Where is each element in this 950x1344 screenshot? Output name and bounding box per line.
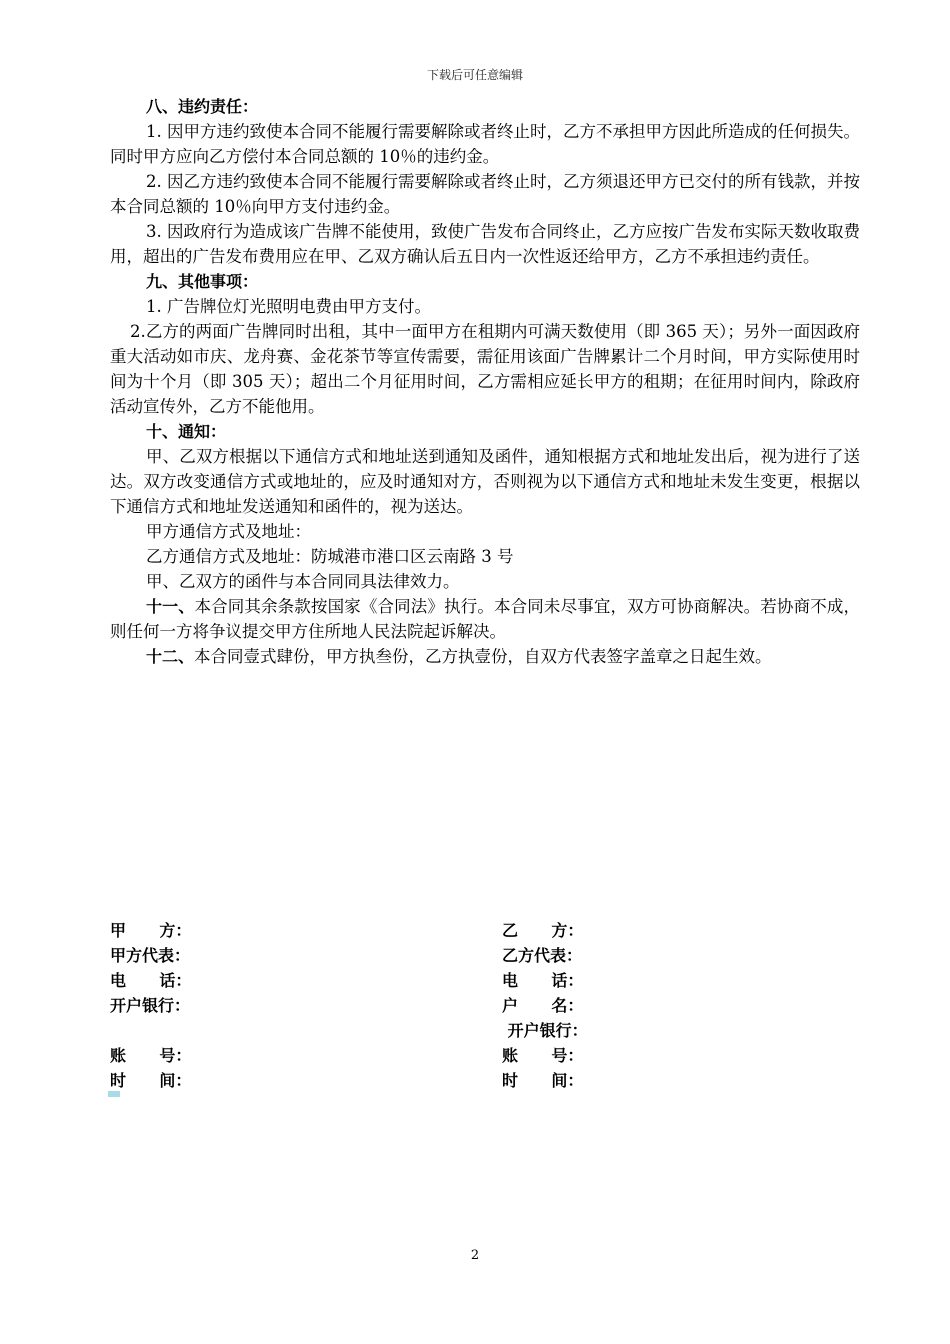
sig-b-representative: 乙方代表： [502, 946, 583, 965]
sig-a-date: 时 间： [110, 1071, 192, 1090]
signature-block-party-a [110, 918, 191, 1093]
sig-a-blank [110, 1018, 191, 1043]
section-8-heading: 八、违约责任： [146, 97, 259, 116]
sig-b-date: 时 间： [502, 1071, 584, 1090]
page-number: 2 [470, 1248, 480, 1263]
section-10-paragraph-4: 甲、乙双方的函件与本合同同具法律效力。 [146, 572, 460, 591]
section-10-party-b-address: 乙方通信方式及地址：防城港市港口区云南路 3 号 [146, 547, 514, 566]
sig-b-bank: 开户银行： [502, 1021, 588, 1040]
section-9-paragraph-2: 2.乙方的两面广告牌同时出租，其中一面甲方在租期内可满天数使用（即 365 天）；另外一面因政府重大活动如市庆、龙舟赛、金花茶节等宣传需要，需征用该面广告牌累计二个月时间，甲方实际使用时间为十个月（即 305 天）；超出二个月征用时间，乙方需相应延长甲方的租期；在征用时间内，除政府活动宣传外，乙方不能他用。 [110, 322, 860, 416]
text-cursor-highlight [108, 1091, 120, 1097]
section-11-lead: 十一、 [146, 597, 195, 616]
section-8-paragraph-3: 3. 因政府行为造成该广告牌不能使用，致使广告发布合同终止，乙方应按广告发布实际天数收取费用，超出的广告发布费用应在甲、乙双方确认后五日内一次性返还给甲方，乙方不承担违约责任。 [110, 222, 860, 266]
section-11-paragraph [110, 594, 860, 644]
section-12-lead: 十二、 [146, 647, 195, 666]
section-9-heading: 九、其他事项： [146, 272, 259, 291]
sig-a-party: 甲 方： [110, 921, 192, 940]
section-11-text: 本合同其余条款按国家《合同法》执行。本合同未尽事宜，双方可协商解决。若协商不成，则任何一方将争议提交甲方住所地人民法院起诉解决。 [110, 597, 860, 641]
section-8-paragraph-1: 1. 因甲方违约致使本合同不能履行需要解除或者终止时，乙方不承担甲方因此所造成的任何损失。同时甲方应向乙方偿付本合同总额的 10％的违约金。 [110, 122, 860, 166]
signature-block-party-b [502, 918, 588, 1093]
page-header-note: 下载后可任意编辑 [426, 68, 523, 82]
sig-a-bank: 开户银行： [110, 996, 191, 1015]
section-10-party-a-address: 甲方通信方式及地址： [146, 522, 311, 541]
sig-b-party: 乙 方： [502, 921, 584, 940]
sig-a-phone: 电 话： [110, 971, 192, 990]
section-9-paragraph-1: 1. 广告牌位灯光照明电费由甲方支付。 [146, 297, 431, 316]
sig-a-representative: 甲方代表： [110, 946, 191, 965]
section-10-heading: 十、通知： [146, 422, 227, 441]
section-8-paragraph-2: 2. 因乙方违约致使本合同不能履行需要解除或者终止时，乙方须退还甲方已交付的所有钱款，并按本合同总额的 10％向甲方支付违约金。 [110, 172, 860, 216]
contract-body [110, 94, 860, 669]
sig-a-account: 账 号： [110, 1046, 192, 1065]
sig-b-account-name: 户 名： [502, 996, 584, 1015]
sig-b-phone: 电 话： [502, 971, 584, 990]
section-12-text: 本合同壹式肆份，甲方执叁份，乙方执壹份，自双方代表签字盖章之日起生效。 [194, 647, 772, 666]
section-12-paragraph [110, 644, 860, 669]
sig-b-account: 账 号： [502, 1046, 584, 1065]
section-10-paragraph-1: 甲、乙双方根据以下通信方式和地址送到通知及函件，通知根据方式和地址发出后，视为进行了送达。双方改变通信方式或地址的，应及时通知对方，否则视为以下通信方式和地址未发生变更，根据以下通信方式和地址发送通知和函件的，视为送达。 [110, 447, 860, 516]
